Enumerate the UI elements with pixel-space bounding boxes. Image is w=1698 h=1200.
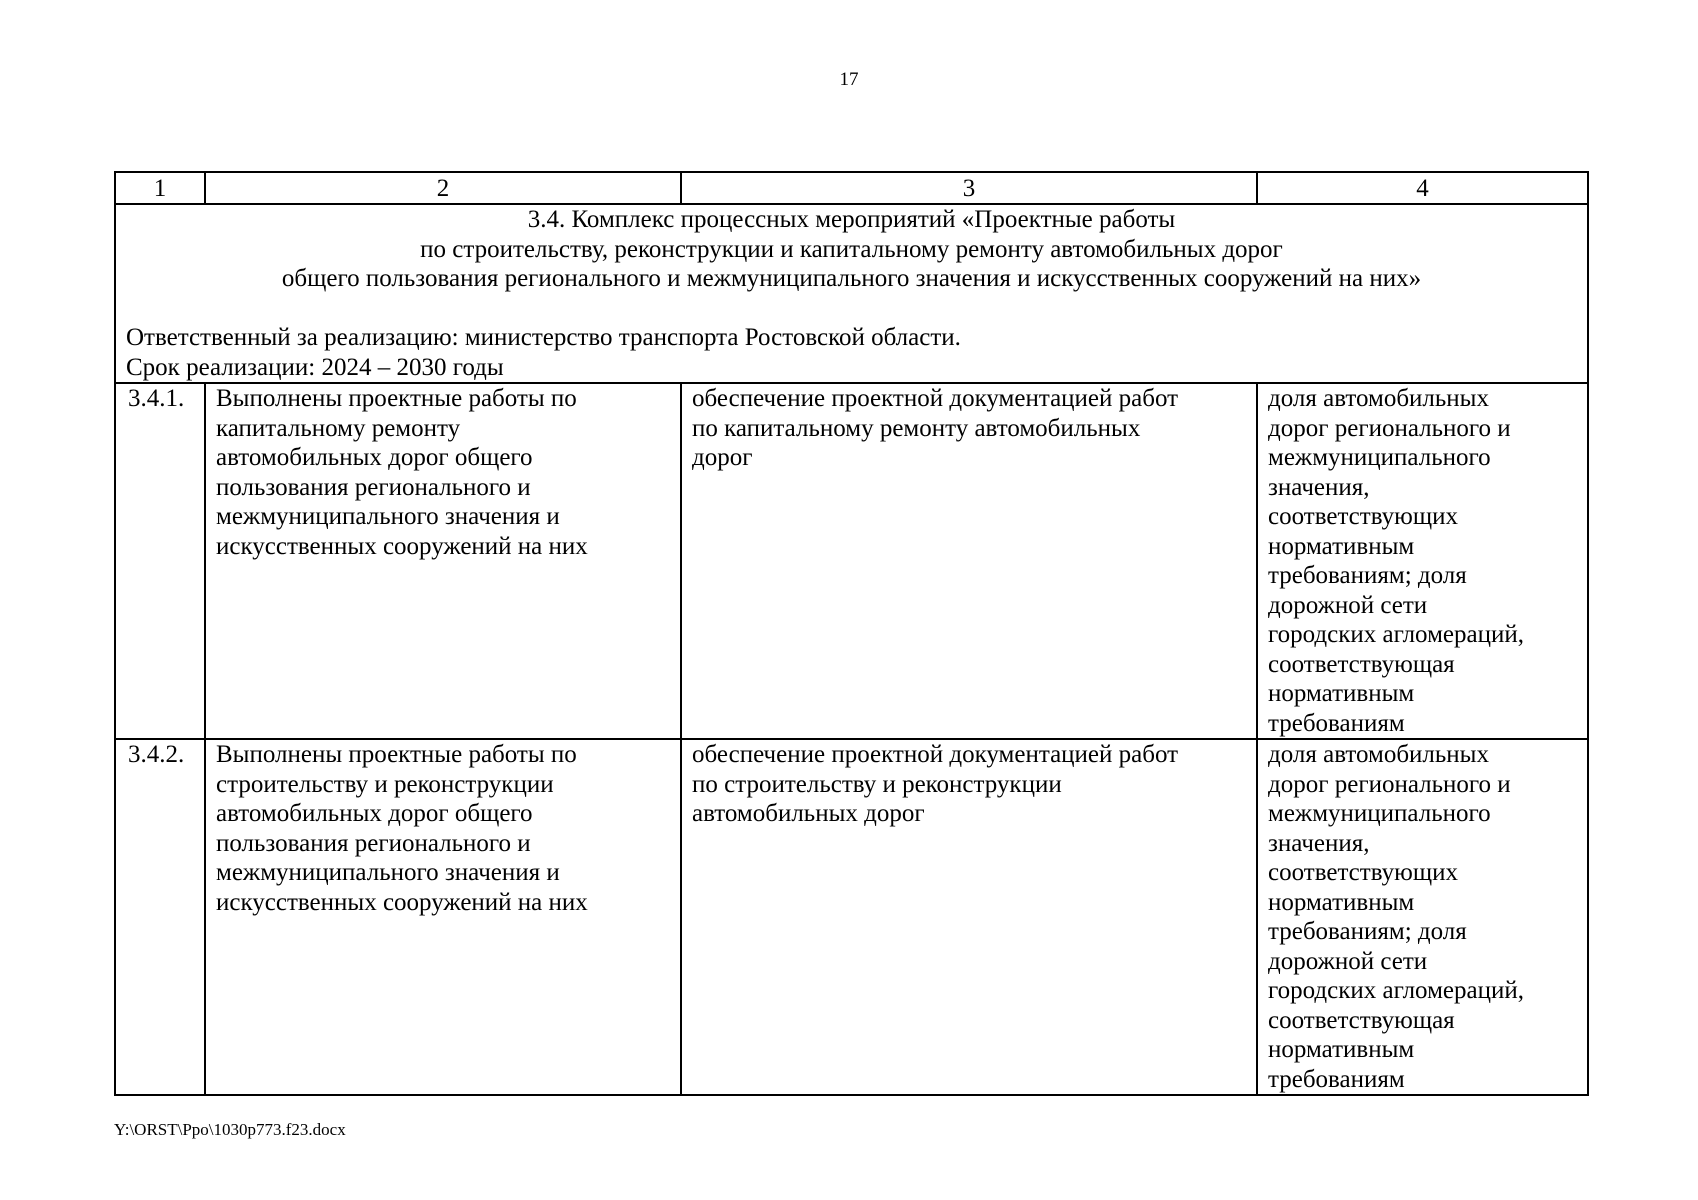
row-indicator: доля автомобильных дорог регионального и межмуниципального значения, соответствующих нормативным требованиям; доля дорожной сети городских агломераций, соответствующая нормативным требованиям: [1257, 739, 1588, 1095]
section-cell: [115, 204, 1588, 383]
row-task: Выполнены проектные работы по строительству и реконструкции автомобильных дорог общего пользования регионального и межмуниципального значения и искусственных сооружений на них: [205, 739, 681, 1095]
section-meta: [126, 323, 1577, 382]
footer-file-path: Y:\ORST\Ppo\1030p773.f23.docx: [114, 1120, 346, 1139]
section-responsible: Ответственный за реализацию: министерство транспорта Ростовской области.: [126, 324, 961, 351]
page-number: 17: [839, 69, 859, 90]
column-number-2: 2: [205, 172, 681, 204]
row-number: 3.4.2.: [115, 739, 205, 1095]
column-number-1: 1: [115, 172, 205, 204]
row-number: 3.4.1.: [115, 383, 205, 739]
table-header-row: [115, 172, 1588, 204]
row-task: Выполнены проектные работы по капитальному ремонту автомобильных дорог общего пользования регионального и межмуниципального значения и искусственных сооружений на них: [205, 383, 681, 739]
table-row: [115, 739, 1588, 1095]
row-effect: обеспечение проектной документацией работ по капитальному ремонту автомобильных дорог: [681, 383, 1257, 739]
section-title: 3.4. Комплекс процессных мероприятий «Проектные работы по строительству, реконструкции и капитальному ремонту автомобильных дорог общего пользования регионального и межмуниципального значения и искусственных сооружений на них»: [281, 206, 1422, 292]
column-number-4: 4: [1257, 172, 1588, 204]
row-effect: обеспечение проектной документацией работ по строительству и реконструкции автомобильных дорог: [681, 739, 1257, 1095]
table-row: [115, 383, 1588, 739]
section-spacer: [126, 294, 1577, 324]
measures-table: [114, 171, 1589, 1096]
row-indicator: доля автомобильных дорог регионального и межмуниципального значения, соответствующих нормативным требованиям; доля дорожной сети городских агломераций, соответствующая нормативным требованиям: [1257, 383, 1588, 739]
section-row: [115, 204, 1588, 383]
section-term: Срок реализации: 2024 – 2030 годы: [126, 353, 504, 381]
column-number-3: 3: [681, 172, 1257, 204]
